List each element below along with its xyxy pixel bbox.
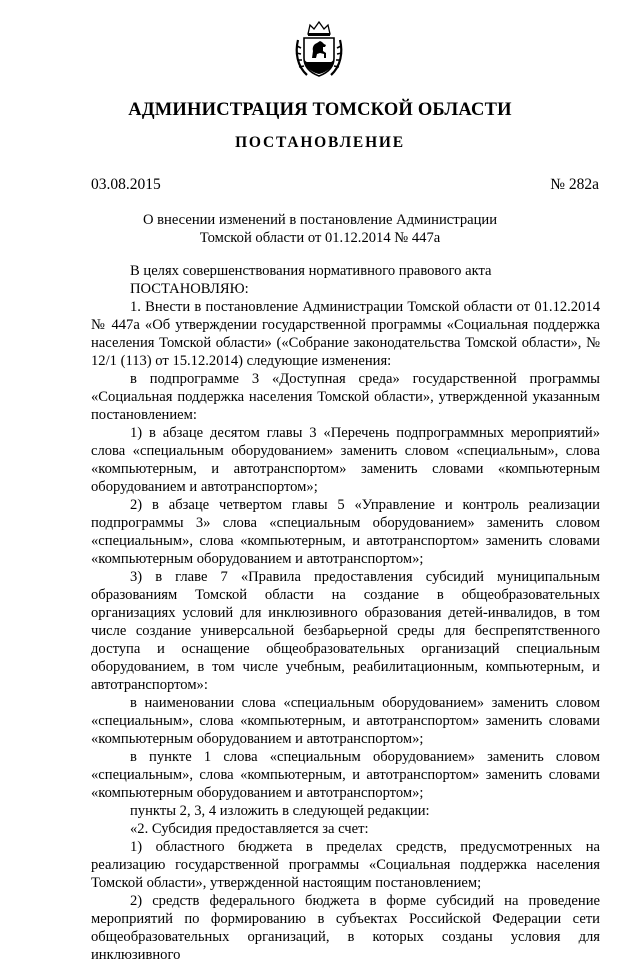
paragraph: 2) в абзаце четвертом главы 5 «Управление и контроль реализации подпрограммы 3» слова «специальным оборудованием» заменить словом «специальным», слова «компьютерным, и автотранспортом» заменить словами «компьютерным оборудованием и автотранспортом»; [91, 497, 600, 567]
document-date: 03.08.2015 [91, 176, 161, 193]
tomsk-coat-of-arms-icon [293, 20, 345, 80]
paragraph: 3) в главе 7 «Правила предоставления субсидий муниципальным образованиям Томской области на создание в общеобразовательных организациях условий для инклюзивного образования детей-инвалидов, в том числе создание универсальной безбарьерной среды для беспрепятственного доступа и оснащение общеобразовательных организаций специальным оборудованием, в том числе учебным, реабилитационным, компьютерным, и автотранспортом»: [91, 569, 600, 693]
paragraph: 2) средств федерального бюджета в форме субсидий на проведение мероприятий по формированию в субъектах Российской Федерации сети общеобразовательных организаций, в которых созданы условия для инклюзивного [91, 893, 600, 963]
paragraph: 1. Внести в постановление Администрации Томской области от 01.12.2014 № 447а «Об утверждении государственной программы «Социальная поддержка населения Томской области» («Собрание законодательства Томской области», № 12/1 (113) от 15.12.2014) следующие изменения: [91, 299, 600, 369]
paragraph: пункты 2, 3, 4 изложить в следующей редакции: [130, 803, 430, 819]
paragraph: 1) областного бюджета в пределах средств, предусмотренных на реализацию государственной программы «Социальная поддержка населения Томской области», утвержденной настоящим постановлением; [91, 839, 600, 891]
document-subject [0, 211, 640, 247]
document-body [91, 262, 600, 964]
paragraph: в пункте 1 слова «специальным оборудованием» заменить словом «специальным», слова «компьютерным, и автотранспортом» заменить словами «компьютерным оборудованием и автотранспортом»; [91, 749, 600, 801]
paragraph: в подпрограмме 3 «Доступная среда» государственной программы «Социальная поддержка населения Томской области», утвержденной указанным постановлением: [91, 371, 600, 423]
document-type: ПОСТАНОВЛЕНИЕ [235, 134, 405, 151]
subject-line: Томской области от 01.12.2014 № 447а [199, 230, 441, 246]
document-number: № 282а [550, 176, 599, 193]
decree-keyword: ПОСТАНОВЛЯЮ: [130, 281, 249, 297]
subject-line: О внесении изменений в постановление Администрации [142, 212, 498, 228]
paragraph: В целях совершенствования нормативного правового акта [130, 263, 492, 279]
paragraph: в наименовании слова «специальным оборудованием» заменить словом «специальным», слова «компьютерным, и автотранспортом» заменить словами «компьютерным оборудованием и автотранспортом»; [91, 695, 600, 747]
paragraph: «2. Субсидия предоставляется за счет: [130, 821, 369, 837]
paragraph: 1) в абзаце десятом главы 3 «Перечень подпрограммных мероприятий» слова «специальным оборудованием» заменить словом «специальным», слова «компьютерным, и автотранспортом» заменить словами «компьютерным оборудованием и автотранспортом»; [91, 425, 600, 495]
organization-title: АДМИНИСТРАЦИЯ ТОМСКОЙ ОБЛАСТИ [128, 100, 512, 120]
